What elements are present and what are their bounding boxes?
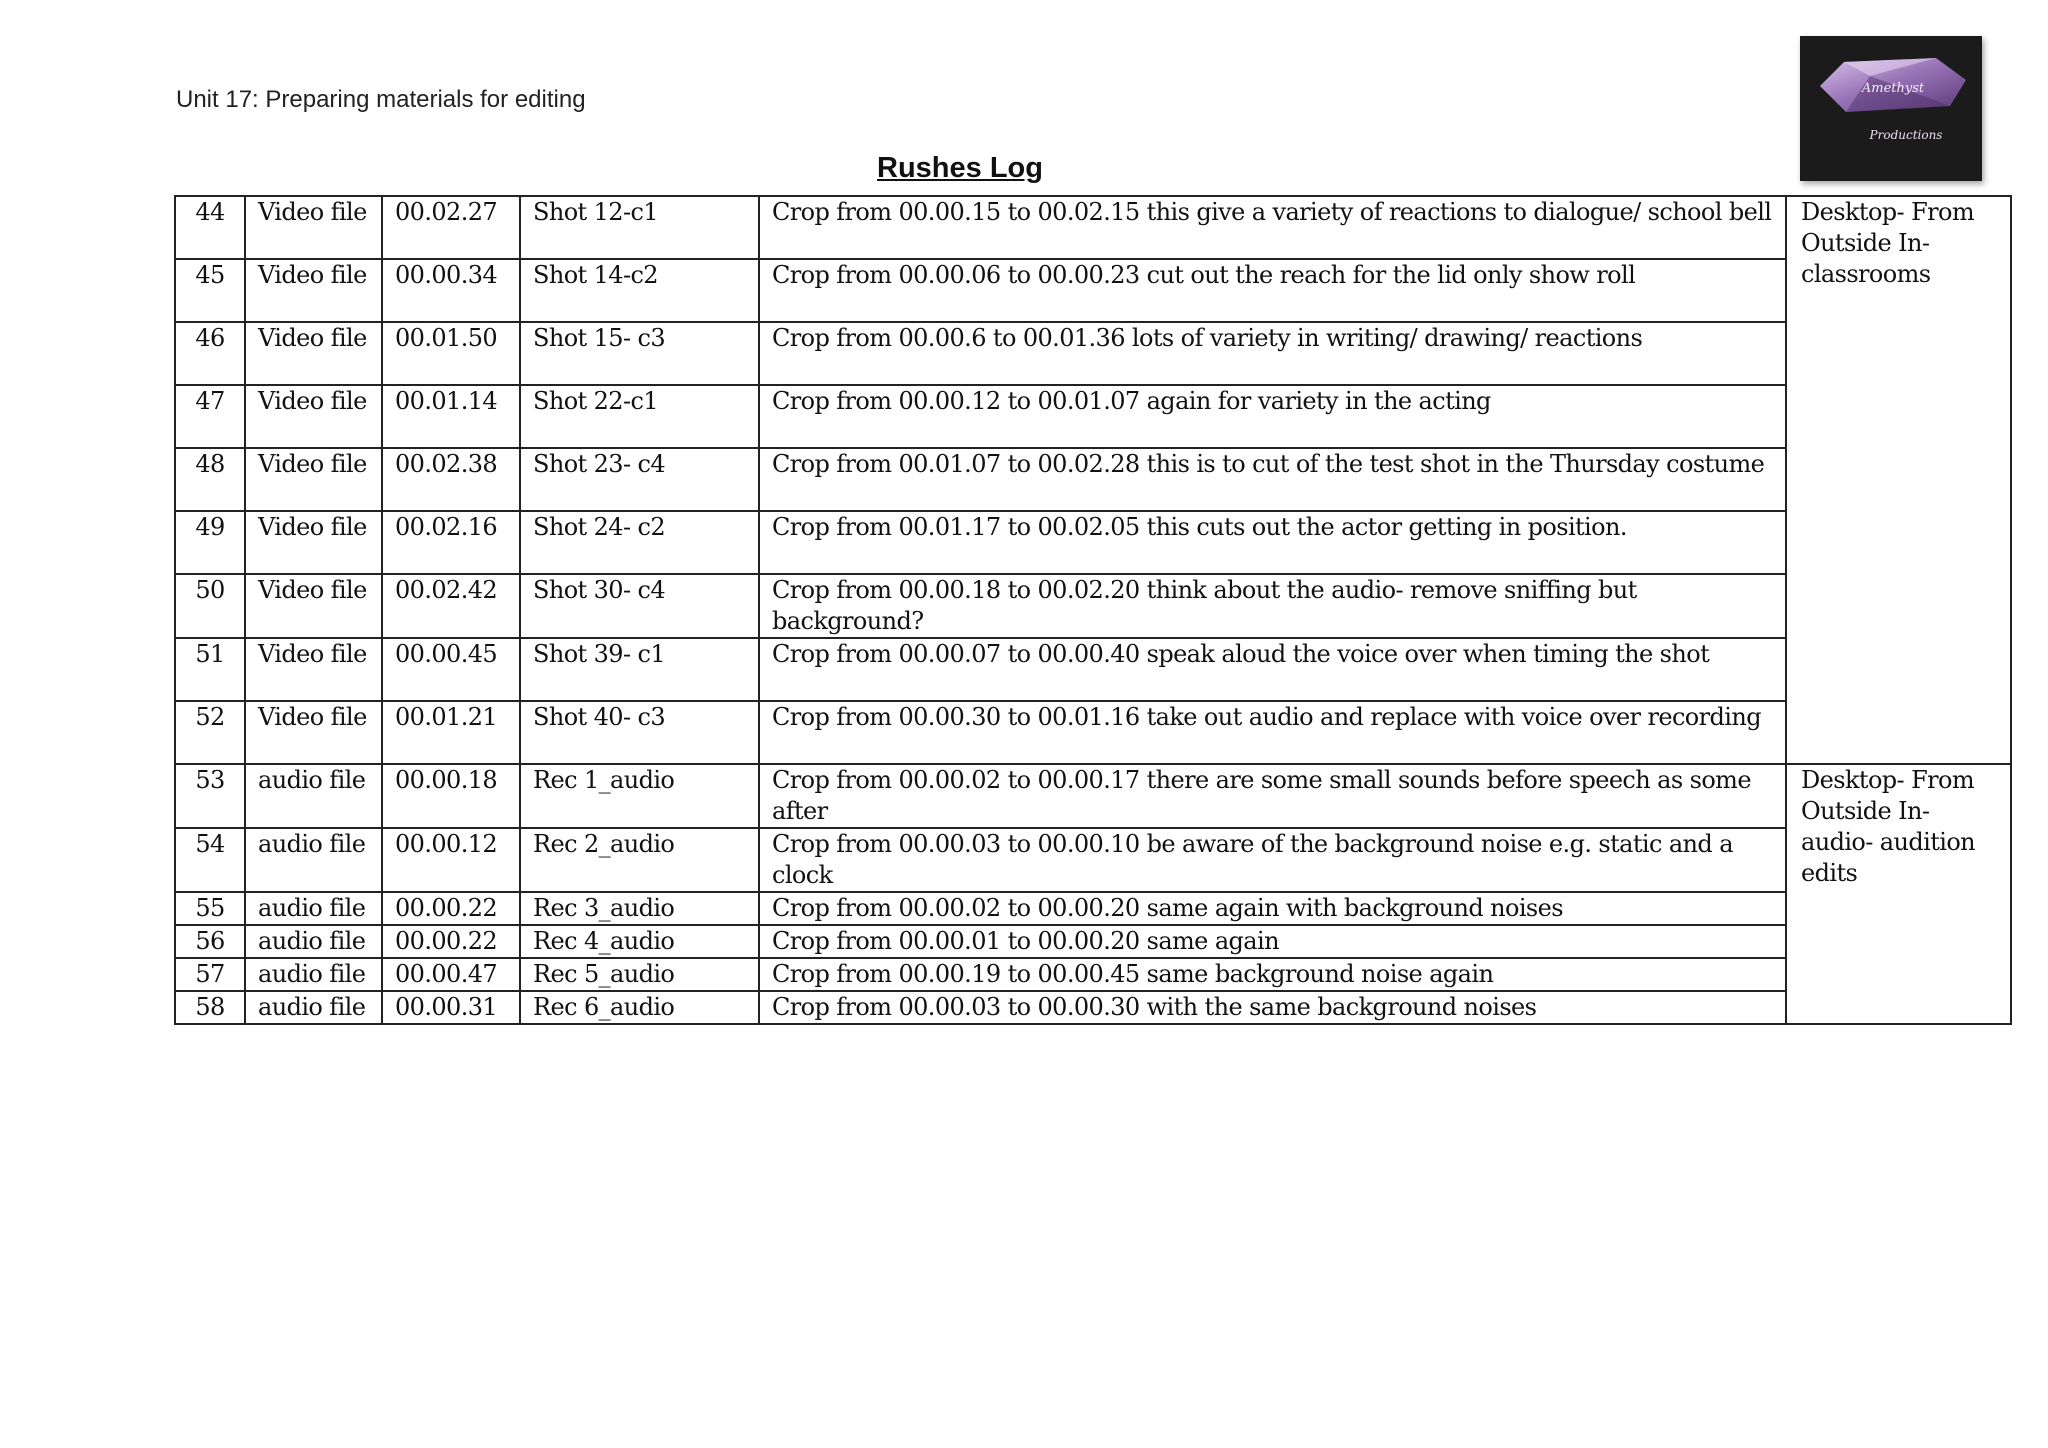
cell-name: Rec 4_audio	[520, 925, 759, 958]
table-row	[175, 574, 2011, 638]
cell-notes: Crop from 00.00.06 to 00.00.23 cut out the reach for the lid only show roll	[759, 259, 1786, 322]
logo-text-line1: Amethyst	[1861, 81, 1925, 96]
cell-notes: Crop from 00.00.30 to 00.01.16 take out audio and replace with voice over recording	[759, 701, 1786, 764]
cell-type: Video file	[245, 322, 382, 385]
cell-number: 54	[175, 828, 245, 892]
cell-name: Shot 40- c3	[520, 701, 759, 764]
table-row	[175, 925, 2011, 958]
cell-type: audio file	[245, 958, 382, 991]
cell-number: 53	[175, 764, 245, 828]
table-row	[175, 322, 2011, 385]
cell-type: Video file	[245, 196, 382, 259]
cell-duration: 00.02.38	[382, 448, 520, 511]
cell-name: Rec 1_audio	[520, 764, 759, 828]
cell-notes: Crop from 00.00.02 to 00.00.17 there are some small sounds before speech as some after	[759, 764, 1786, 828]
cell-duration: 00.02.16	[382, 511, 520, 574]
cell-type: audio file	[245, 892, 382, 925]
cell-type: Video file	[245, 701, 382, 764]
cell-number: 56	[175, 925, 245, 958]
cell-name: Shot 23- c4	[520, 448, 759, 511]
cell-duration: 00.00.45	[382, 638, 520, 701]
page-title: Rushes Log	[877, 152, 1043, 184]
cell-notes: Crop from 00.00.03 to 00.00.10 be aware of the background noise e.g. static and a clock	[759, 828, 1786, 892]
cell-duration: 00.01.14	[382, 385, 520, 448]
cell-type: Video file	[245, 574, 382, 638]
cell-number: 46	[175, 322, 245, 385]
table-row	[175, 958, 2011, 991]
cell-name: Rec 6_audio	[520, 991, 759, 1024]
table-row	[175, 638, 2011, 701]
table-row	[175, 828, 2011, 892]
cell-notes: Crop from 00.00.07 to 00.00.40 speak aloud the voice over when timing the shot	[759, 638, 1786, 701]
cell-duration: 00.00.12	[382, 828, 520, 892]
cell-type: Video file	[245, 385, 382, 448]
cell-notes: Crop from 00.00.6 to 00.01.36 lots of variety in writing/ drawing/ reactions	[759, 322, 1786, 385]
cell-duration: 00.01.21	[382, 701, 520, 764]
cell-notes: Crop from 00.00.12 to 00.01.07 again for variety in the acting	[759, 385, 1786, 448]
cell-notes: Crop from 00.01.07 to 00.02.28 this is to cut of the test shot in the Thursday costume	[759, 448, 1786, 511]
table-row	[175, 764, 2011, 828]
cell-duration: 00.00.22	[382, 892, 520, 925]
cell-notes: Crop from 00.01.17 to 00.02.05 this cuts out the actor getting in position.	[759, 511, 1786, 574]
table-row	[175, 892, 2011, 925]
cell-name: Shot 24- c2	[520, 511, 759, 574]
table-row	[175, 196, 2011, 259]
cell-number: 44	[175, 196, 245, 259]
cell-name: Rec 5_audio	[520, 958, 759, 991]
cell-notes: Crop from 00.00.15 to 00.02.15 this give a variety of reactions to dialogue/ school bell	[759, 196, 1786, 259]
cell-duration: 00.00.18	[382, 764, 520, 828]
rushes-log-body	[175, 196, 2011, 1024]
cell-name: Shot 15- c3	[520, 322, 759, 385]
cell-number: 55	[175, 892, 245, 925]
table-row	[175, 991, 2011, 1024]
cell-number: 51	[175, 638, 245, 701]
cell-duration: 00.00.22	[382, 925, 520, 958]
rushes-log-table	[174, 195, 2012, 1025]
cell-name: Shot 22-c1	[520, 385, 759, 448]
cell-notes: Crop from 00.00.02 to 00.00.20 same again with background noises	[759, 892, 1786, 925]
cell-number: 47	[175, 385, 245, 448]
cell-location-audio: Desktop- From Outside In- audio- audition edits	[1786, 764, 2011, 1024]
cell-type: Video file	[245, 259, 382, 322]
table-row	[175, 259, 2011, 322]
cell-type: audio file	[245, 828, 382, 892]
logo-text-line2: Productions	[1869, 128, 1943, 142]
cell-notes: Crop from 00.00.19 to 00.00.45 same background noise again	[759, 958, 1786, 991]
cell-type: audio file	[245, 991, 382, 1024]
cell-type: audio file	[245, 764, 382, 828]
cell-duration: 00.01.50	[382, 322, 520, 385]
cell-name: Shot 14-c2	[520, 259, 759, 322]
unit-heading: Unit 17: Preparing materials for editing	[176, 86, 586, 113]
table-row	[175, 448, 2011, 511]
cell-number: 58	[175, 991, 245, 1024]
cell-duration: 00.02.27	[382, 196, 520, 259]
cell-duration: 00.00.31	[382, 991, 520, 1024]
cell-type: audio file	[245, 925, 382, 958]
cell-duration: 00.00.47	[382, 958, 520, 991]
table-row	[175, 511, 2011, 574]
cell-name: Rec 2_audio	[520, 828, 759, 892]
cell-notes: Crop from 00.00.03 to 00.00.30 with the same background noises	[759, 991, 1786, 1024]
cell-number: 45	[175, 259, 245, 322]
cell-type: Video file	[245, 638, 382, 701]
cell-notes: Crop from 00.00.01 to 00.00.20 same again	[759, 925, 1786, 958]
cell-name: Shot 39- c1	[520, 638, 759, 701]
cell-name: Shot 30- c4	[520, 574, 759, 638]
cell-number: 50	[175, 574, 245, 638]
cell-name: Rec 3_audio	[520, 892, 759, 925]
cell-number: 48	[175, 448, 245, 511]
cell-number: 52	[175, 701, 245, 764]
table-row	[175, 701, 2011, 764]
cell-type: Video file	[245, 448, 382, 511]
cell-number: 57	[175, 958, 245, 991]
table-row	[175, 385, 2011, 448]
cell-name: Shot 12-c1	[520, 196, 759, 259]
cell-number: 49	[175, 511, 245, 574]
cell-duration: 00.00.34	[382, 259, 520, 322]
cell-location-video: Desktop- From Outside In- classrooms	[1786, 196, 2011, 764]
cell-duration: 00.02.42	[382, 574, 520, 638]
cell-type: Video file	[245, 511, 382, 574]
cell-notes: Crop from 00.00.18 to 00.02.20 think about the audio- remove sniffing but background?	[759, 574, 1786, 638]
